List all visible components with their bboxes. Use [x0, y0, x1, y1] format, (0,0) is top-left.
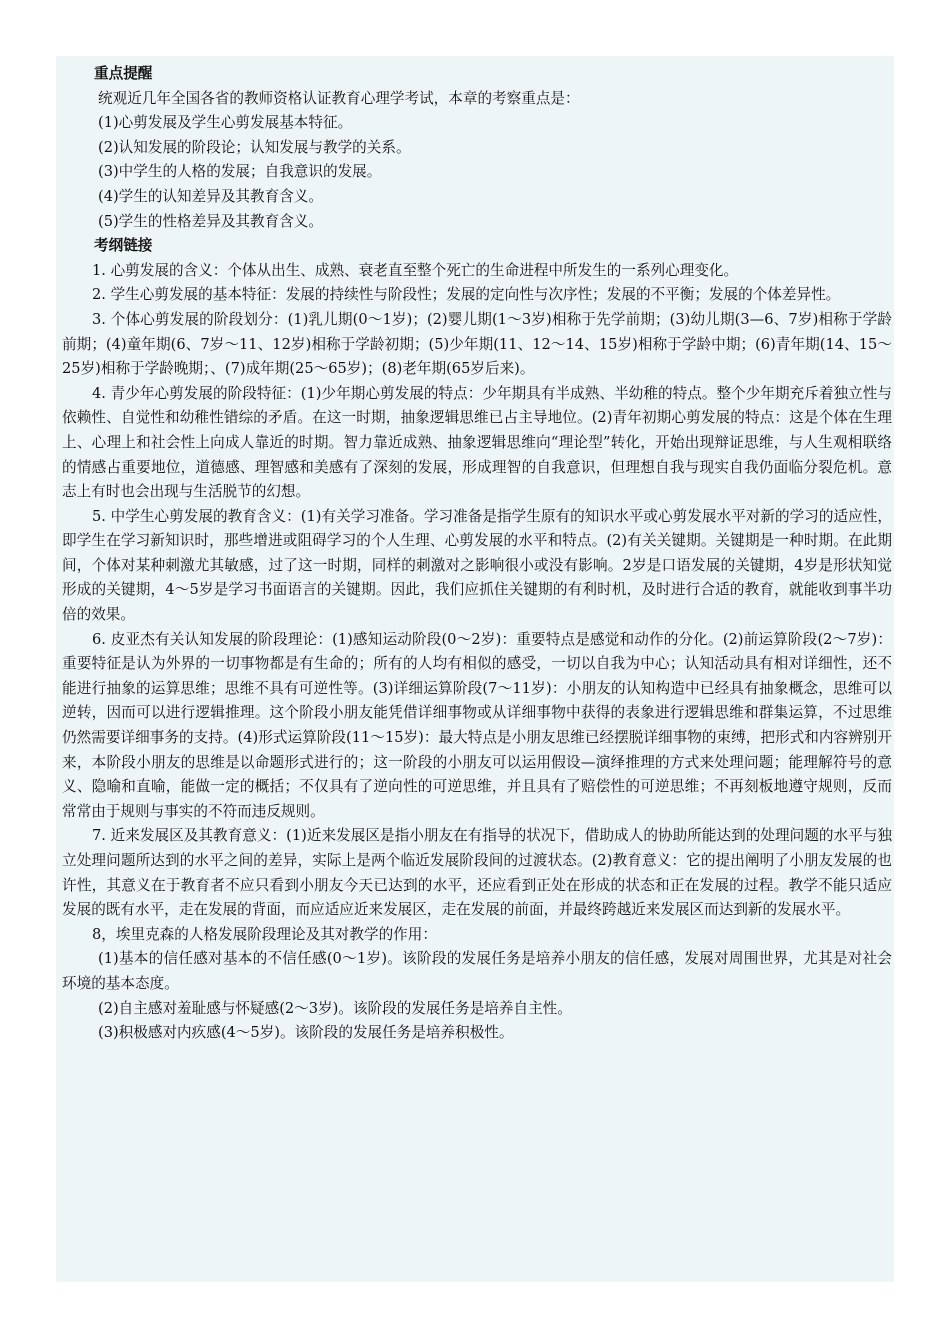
key-point-item: (1)心剪发展及学生心剪发展基本特征。	[98, 114, 353, 132]
syllabus-paragraph: 8，埃里克森的人格发展阶段理论及其对教学的作用：	[92, 925, 437, 943]
erikson-stage-item: (2)自主感对羞耻感与怀疑感(2～3岁)。该阶段的发展任务是培养自主性。	[98, 999, 572, 1017]
syllabus-paragraph: 3. 个体心剪发展的阶段划分：(1)乳儿期(0～1岁)；(2)婴儿期(1～3岁)相称于先学前期；(3)幼儿期(3—6、7岁)相称于学龄前期；(4)童年期(6、7岁～11、12岁)相称于学龄初期；(5)少年期(11、12～14、15岁)相称于学龄中期；(6)青年期(14、15～25岁)相称于学龄晚期；、(7)成年期(25～65岁)；(8)老年期(65岁后来)。	[62, 310, 892, 378]
key-points-intro: 统观近几年全国各省的教师资格认证教育心理学考试，本章的考察重点是：	[98, 89, 580, 107]
syllabus-paragraph: 5. 中学生心剪发展的教育含义：(1)有关学习准备。学习准备是指学生原有的知识水平或心剪发展水平对新的学习的适应性，即学生在学习新知识时，那些增进或阻碍学习的个人生理、心剪发展的水平和特点。(2)有关关键期。关键期是一种时期。在此期间，个体对某种刺激尤其敏感，过了这一时期，同样的刺激对之影响很小或没有影响。2岁是口语发展的关键期，4岁是形状知觉形成的关键期，4～5岁是学习书面语言的关键期。因此，我们应抓住关键期的有利时机，及时进行合适的教育，就能收到事半功倍的效果。	[62, 507, 892, 624]
section-heading-key-points: 重点提醒	[94, 65, 153, 82]
document-page	[56, 56, 894, 1282]
key-point-item: (4)学生的认知差异及其教育含义。	[98, 187, 323, 205]
key-point-item: (3)中学生的人格的发展；自我意识的发展。	[98, 163, 382, 181]
key-point-item: (5)学生的性格差异及其教育含义。	[98, 212, 323, 230]
syllabus-paragraph: 4. 青少年心剪发展的阶段特征：(1)少年期心剪发展的特点：少年期具有半成熟、半幼稚的特点。整个少年期充斥着独立性与依赖性、自觉性和幼稚性错综的矛盾。在这一时期，抽象逻辑思维已占主导地位。(2)青年初期心剪发展的特点：这是个体在生理上、心理上和社会性上向成人靠近的时期。智力靠近成熟、抽象逻辑思维向“理论型”转化，开始出现辩证思维，与人生观相联络的情感占重要地位，道德感、理智感和美感有了深刻的发展，形成理智的自我意识，但理想自我与现实自我仍面临分裂危机。意志上有时也会出现与生活脱节的幻想。	[62, 384, 892, 501]
document-content	[62, 62, 892, 1046]
syllabus-paragraph: 6. 皮亚杰有关认知发展的阶段理论：(1)感知运动阶段(0～2岁)：重要特点是感觉和动作的分化。(2)前运算阶段(2～7岁)：重要特征是认为外界的一切事物都是有生命的；所有的人均有相似的感受，一切以自我为中心；认知活动具有相对详细性，还不能进行抽象的运算思维；思维不具有可逆性等。(3)详细运算阶段(7～11岁)：小朋友的认知构造中已经具有抽象概念，思维可以逆转，因而可以进行逻辑推理。这个阶段小朋友能凭借详细事物或从详细事物中获得的表象进行逻辑思维和群集运算，不过思维仍然需要详细事务的支持。(4)形式运算阶段(11～15岁)：最大特点是小朋友思维已经摆脱详细事物的束缚，把形式和内容辨别开来，本阶段小朋友的思维是以命题形式进行的；这一阶段的小朋友可以运用假设—演绎推理的方式来处理问题；能理解符号的意义、隐喻和直喻，能做一定的概括；不仅具有了逆向性的可逆思维，并且具有了赔偿性的可逆思维；不再刻板地遵守规则，反而常常由于规则与事实的不符而违反规则。	[62, 630, 892, 820]
key-point-item: (2)认知发展的阶段论；认知发展与教学的关系。	[98, 138, 411, 156]
section-heading-syllabus: 考纲链接	[94, 237, 153, 255]
syllabus-paragraph: 7. 近来发展区及其教育意义：(1)近来发展区是指小朋友在有指导的状况下，借助成人的协助所能达到的处理问题的水平与独立处理问题所达到的水平之间的差异，实际上是两个临近发展阶段间的过渡状态。(2)教育意义：它的提出阐明了小朋友发展的也许性，其意义在于教育者不应只看到小朋友今天已达到的水平，还应看到正处在形成的状态和正在发展的过程。教学不能只适应发展的既有水平，走在发展的背面，而应适应近来发展区，走在发展的前面，并最终跨越近来发展区而达到新的发展水平。	[62, 827, 892, 919]
syllabus-paragraph: 1. 心剪发展的含义：个体从出生、成熟、衰老直至整个死亡的生命进程中所发生的一系列心理变化。	[92, 261, 739, 279]
erikson-stage-item: (1)基本的信任感对基本的不信任感(0～1岁)。该阶段的发展任务是培养小朋友的信任感，发展对周围世界，尤其是对社会环境的基本态度。	[62, 950, 892, 992]
syllabus-paragraph: 2. 学生心剪发展的基本特征：发展的持续性与阶段性；发展的定向性与次序性；发展的不平衡；发展的个体差异性。	[92, 286, 841, 304]
erikson-stage-item: (3)积极感对内疚感(4～5岁)。该阶段的发展任务是培养积极性。	[98, 1024, 514, 1042]
